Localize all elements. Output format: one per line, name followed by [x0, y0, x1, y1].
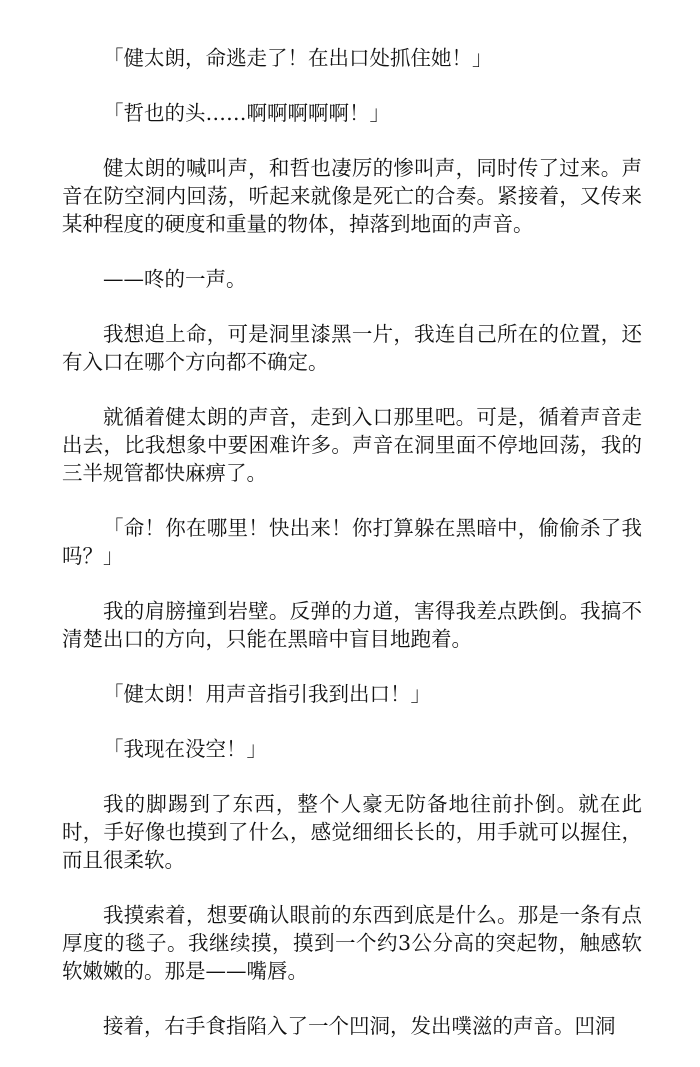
paragraph-1: 「健太朗，命逃走了！在出口处抓住她！」 — [103, 46, 493, 70]
paragraph-2: 「哲也的头……啊啊啊啊啊！」 — [103, 101, 390, 125]
paragraph-8: 我的肩膀撞到岩壁。反弹的力道，害得我差点跌倒。我搞不清楚出口的方向，只能在黑暗中盲目地跑着。 — [62, 599, 642, 651]
paragraph-9: 「健太朗！用声音指引我到出口！」 — [103, 682, 431, 706]
paragraph-5: 我想追上命，可是洞里漆黑一片，我连自己所在的位置，还有入口在哪个方向都不确定。 — [62, 322, 642, 374]
paragraph-11: 我的脚踢到了东西，整个人豪无防备地往前扑倒。就在此时，手好像也摸到了什么，感觉细细长长的，用手就可以握住，而且很柔软。 — [62, 792, 642, 872]
paragraph-7: 「命！你在哪里！快出来！你打算躲在黑暗中，偷偷杀了我吗？」 — [62, 516, 642, 568]
paragraph-10: 「我现在没空！」 — [103, 737, 267, 761]
document-page — [62, 44, 642, 1067]
paragraph-13: 接着，右手食指陷入了一个凹洞，发出噗滋的声音。凹洞 — [103, 1014, 616, 1038]
paragraph-4: ——咚的一声。 — [103, 267, 247, 291]
paragraph-3: 健太朗的喊叫声，和哲也凄厉的惨叫声，同时传了过来。声音在防空洞内回荡，听起来就像是死亡的合奏。紧接着，又传来某种程度的硬度和重量的物体，掉落到地面的声音。 — [62, 156, 642, 236]
paragraph-6: 就循着健太朗的声音，走到入口那里吧。可是，循着声音走出去，比我想象中要困难许多。声音在洞里面不停地回荡，我的三半规管都快麻痹了。 — [62, 405, 642, 485]
paragraph-12: 我摸索着，想要确认眼前的东西到底是什么。那是一条有点厚度的毯子。我继续摸，摸到一个约3公分高的突起物，触感软软嫩嫩的。那是——嘴唇。 — [62, 903, 642, 983]
